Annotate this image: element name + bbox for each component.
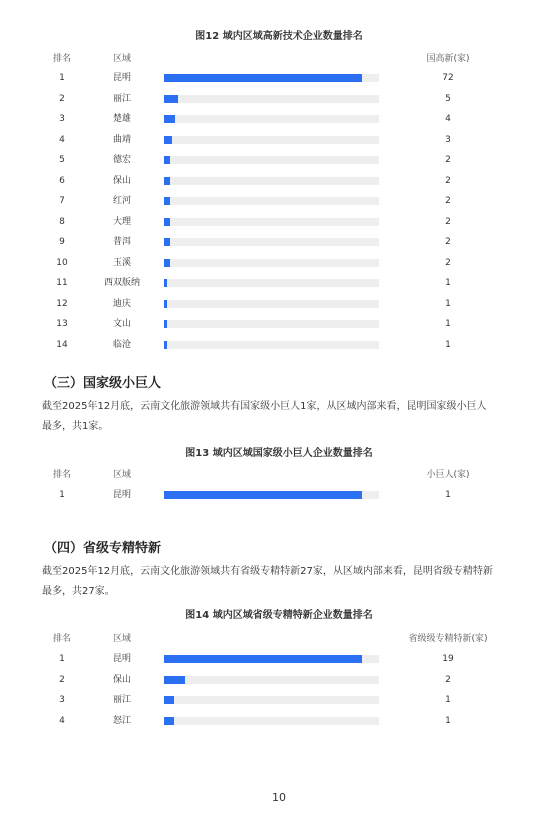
rank-header: 排名 [52, 470, 71, 480]
bar-track [164, 259, 379, 267]
figure-12-title: 图12 域内区域高新技术企业数量排名 [195, 31, 363, 42]
value-cell: 1 [445, 339, 451, 350]
value-cell: 1 [445, 298, 451, 309]
value-cell: 2 [445, 175, 451, 186]
bar-track [164, 218, 379, 226]
value-header: 省级级专精特新(家) [408, 634, 488, 644]
region-cell: 丽江 [112, 93, 131, 104]
rank-header: 排名 [52, 634, 71, 644]
figure-12-header [0, 49, 558, 69]
figure-13-title: 图13 域内区域国家级小巨人企业数量排名 [185, 448, 373, 459]
bar-track [164, 491, 379, 499]
table-row [0, 191, 558, 211]
rank-cell: 3 [59, 114, 65, 124]
value-cell: 2 [445, 674, 451, 685]
region-cell: 昆明 [112, 490, 131, 500]
rank-cell: 1 [59, 73, 65, 83]
rank-cell: 5 [59, 155, 65, 165]
value-cell: 2 [445, 155, 451, 165]
bar-track [164, 655, 379, 663]
rank-cell: 12 [56, 298, 68, 309]
bar-fill [164, 95, 178, 103]
table-row [0, 68, 558, 88]
region-header: 区域 [112, 634, 131, 644]
bar-track [164, 279, 379, 287]
bar-track [164, 156, 379, 164]
figure-14-title: 图14 域内区域省级专精特新企业数量排名 [185, 610, 373, 621]
bar-fill [164, 136, 172, 144]
region-cell: 西双版纳 [103, 278, 140, 288]
bar-track [164, 177, 379, 185]
bar-track [164, 115, 379, 123]
bar-fill [164, 74, 362, 82]
bar-fill [164, 279, 167, 287]
region-cell: 德宏 [112, 155, 131, 165]
region-cell: 保山 [112, 175, 131, 186]
region-header: 区域 [112, 54, 131, 64]
table-row [0, 335, 558, 355]
bar-fill [164, 218, 170, 226]
value-cell: 1 [445, 490, 451, 500]
bar-fill [164, 115, 175, 123]
bar-track [164, 717, 379, 725]
paragraph-line: 截至2025年12月底，云南文化旅游领域共有国家级小巨人1家，从区域内部来看，昆明国家级小巨人 [42, 401, 487, 412]
table-row [0, 212, 558, 232]
rank-cell: 2 [59, 93, 65, 104]
value-cell: 2 [445, 257, 451, 268]
bar-track [164, 74, 379, 82]
paragraph-line: 最多，共1家。 [42, 421, 109, 432]
figure-14-header [0, 629, 558, 649]
rank-cell: 14 [56, 339, 68, 350]
value-header: 国高新(家) [426, 54, 470, 64]
bar-track [164, 238, 379, 246]
rank-cell: 11 [56, 278, 68, 288]
bar-fill [164, 197, 170, 205]
value-cell: 19 [442, 654, 454, 664]
value-cell: 2 [445, 237, 451, 247]
value-cell: 2 [445, 196, 451, 206]
value-cell: 1 [445, 695, 451, 705]
table-row [0, 150, 558, 170]
table-row [0, 294, 558, 314]
rank-cell: 4 [59, 715, 65, 726]
table-row [0, 649, 558, 669]
rank-cell: 9 [59, 237, 65, 247]
rank-cell: 2 [59, 674, 65, 685]
region-cell: 昆明 [112, 654, 131, 664]
bar-fill [164, 177, 170, 185]
section-paragraph-little-giant [42, 397, 522, 437]
table-row [0, 670, 558, 690]
bar-track [164, 320, 379, 328]
table-row [0, 690, 558, 710]
paragraph-line: 最多，共27家。 [42, 586, 115, 597]
bar-track [164, 696, 379, 704]
region-cell: 迪庆 [112, 298, 131, 309]
bar-fill [164, 259, 170, 267]
paragraph-line: 截至2025年12月底，云南文化旅游领域共有省级专精特新27家，从区域内部来看，昆明省级专精特新 [42, 566, 493, 577]
rank-cell: 8 [59, 216, 65, 227]
bar-fill [164, 300, 167, 308]
rank-cell: 4 [59, 134, 65, 145]
value-cell: 72 [442, 73, 454, 83]
value-cell: 1 [445, 278, 451, 288]
table-row [0, 711, 558, 731]
region-cell: 昆明 [112, 73, 131, 83]
bar-track [164, 300, 379, 308]
table-row [0, 89, 558, 109]
bar-fill [164, 696, 174, 704]
bar-track [164, 197, 379, 205]
bar-fill [164, 717, 174, 725]
bar-fill [164, 320, 167, 328]
rank-cell: 1 [59, 654, 65, 664]
bar-track [164, 95, 379, 103]
value-cell: 4 [445, 114, 451, 124]
rank-cell: 3 [59, 695, 65, 705]
value-cell: 1 [445, 319, 451, 329]
region-cell: 怒江 [112, 715, 131, 726]
bar-fill [164, 156, 170, 164]
table-row [0, 314, 558, 334]
table-row [0, 485, 558, 505]
region-header: 区域 [112, 470, 131, 480]
rank-cell: 1 [59, 490, 65, 500]
section-heading-little-giant: （三）国家级小巨人 [44, 376, 162, 391]
table-row [0, 109, 558, 129]
table-row [0, 253, 558, 273]
region-cell: 楚雄 [112, 114, 131, 124]
region-cell: 文山 [112, 319, 131, 329]
rank-cell: 13 [56, 319, 68, 329]
bar-fill [164, 341, 167, 349]
bar-fill [164, 491, 362, 499]
bar-fill [164, 676, 185, 684]
region-cell: 玉溪 [112, 257, 131, 268]
page-number: 10 [272, 791, 286, 804]
region-cell: 丽江 [112, 695, 131, 705]
bar-fill [164, 655, 362, 663]
bar-fill [164, 238, 170, 246]
region-cell: 大理 [112, 216, 131, 227]
rank-cell: 10 [56, 257, 68, 268]
region-cell: 普洱 [112, 237, 131, 247]
region-cell: 红河 [112, 196, 131, 206]
value-cell: 3 [445, 134, 451, 145]
bar-track [164, 676, 379, 684]
value-cell: 1 [445, 715, 451, 726]
bar-track [164, 341, 379, 349]
section-paragraph-specialized [42, 562, 522, 602]
section-heading-specialized: （四）省级专精特新 [44, 541, 162, 556]
rank-header: 排名 [52, 54, 71, 64]
value-header: 小巨人(家) [426, 470, 470, 480]
table-row [0, 232, 558, 252]
region-cell: 保山 [112, 674, 131, 685]
table-row [0, 171, 558, 191]
bar-track [164, 136, 379, 144]
value-cell: 5 [445, 93, 451, 104]
rank-cell: 7 [59, 196, 65, 206]
table-row [0, 273, 558, 293]
value-cell: 2 [445, 216, 451, 227]
table-row [0, 130, 558, 150]
figure-13-header [0, 465, 558, 485]
rank-cell: 6 [59, 175, 65, 186]
region-cell: 曲靖 [112, 134, 131, 145]
region-cell: 临沧 [112, 339, 131, 350]
